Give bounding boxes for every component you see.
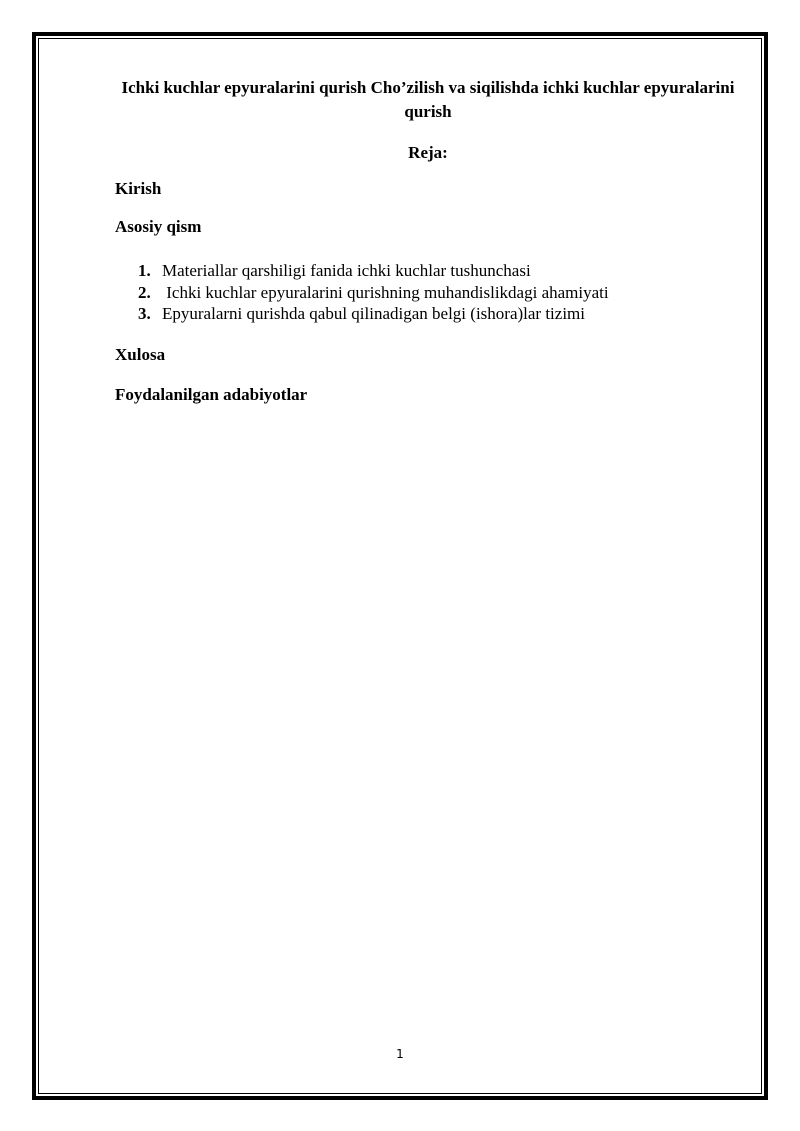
list-item-text: Epyuralarni qurishda qabul qilinadigan belgi (ishora)lar tizimi: [162, 304, 585, 323]
list-item: [138, 303, 609, 325]
list-item-number: 3.: [138, 304, 151, 323]
list-item: [138, 282, 609, 304]
document-title: Ichki kuchlar epyuralarini qurish Cho’zilish va siqilishda ichki kuchlar epyuralarini qurish: [121, 78, 735, 121]
list-item-number: 2.: [138, 282, 151, 302]
list-item-text: Materiallar qarshiligi fanida ichki kuchlar tushunchasi: [162, 261, 531, 280]
page-number: 1: [396, 1047, 404, 1061]
list-item: [138, 260, 609, 282]
list-item-number: 1.: [138, 261, 151, 280]
main-part-heading: Asosiy qism: [115, 217, 202, 236]
plan-heading: Reja:: [408, 143, 448, 162]
references-heading: Foydalanilgan adabiyotlar: [115, 385, 308, 404]
list-item-text: Ichki kuchlar epyuralarini qurishning muhandislikdagi ahamiyati: [162, 282, 609, 302]
intro-heading: Kirish: [115, 179, 162, 198]
plan-list: [138, 260, 609, 325]
conclusion-heading: Xulosa: [115, 345, 166, 364]
